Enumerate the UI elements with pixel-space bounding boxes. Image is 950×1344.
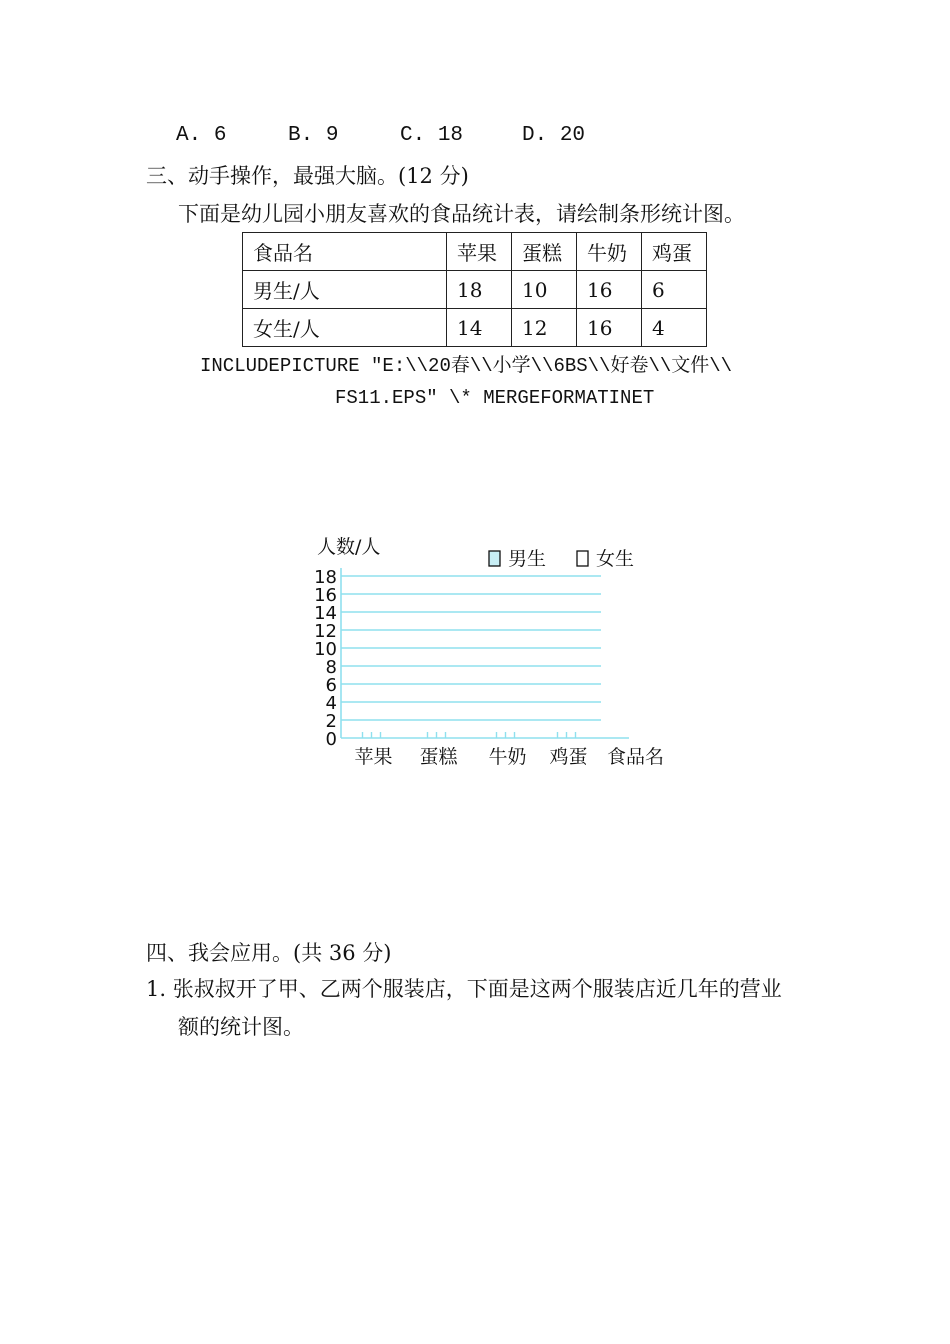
y-tick-label: 8: [325, 657, 337, 678]
table-cell: 牛奶: [577, 233, 642, 271]
table-cell: 12: [512, 309, 577, 347]
option-value: 6: [213, 124, 227, 147]
bar-chart-template: [300, 525, 700, 775]
table-cell: 16: [577, 309, 642, 347]
question1-line1: 1. 张叔叔开了甲、乙两个服装店，下面是这两个服装店近几年的营业: [146, 977, 782, 1001]
table-cell: 男生/人: [243, 271, 447, 309]
option-letter: D.: [522, 124, 548, 147]
x-category-label: 蛋糕: [419, 746, 458, 768]
y-tick-label: 4: [325, 693, 337, 714]
y-axis-label: 人数/人: [317, 536, 381, 558]
y-tick-labels: [314, 567, 337, 750]
y-tick-label: 14: [314, 603, 337, 624]
table-cell: 4: [642, 309, 707, 347]
option-value: 20: [559, 124, 586, 147]
food-stats-table: [242, 232, 707, 347]
table-header-row: [243, 233, 707, 271]
y-tick-label: 0: [325, 729, 337, 750]
table-cell: 食品名: [243, 233, 447, 271]
field-code-line1: INCLUDEPICTURE "E:\\20春\\小学\\6BS\\好卷\\文件\\: [200, 355, 733, 377]
section3-heading: 三、动手操作，最强大脑。(12 分): [146, 164, 469, 188]
table-cell: 女生/人: [243, 309, 447, 347]
section4-heading: 四、我会应用。(共 36 分): [146, 941, 392, 965]
table-row: [243, 309, 707, 347]
table-cell: 16: [577, 271, 642, 309]
option-value: 18: [437, 124, 464, 147]
option-value: 9: [325, 124, 339, 147]
option-letter: A.: [176, 124, 202, 147]
x-axis-label: 食品名: [607, 746, 665, 768]
table-cell: 10: [512, 271, 577, 309]
chart-grid: [341, 568, 601, 738]
table-cell: 14: [447, 309, 512, 347]
legend-label-girls: 女生: [596, 548, 635, 570]
y-tick-label: 12: [314, 621, 337, 642]
option-letter: C.: [400, 124, 426, 147]
option-d: [522, 124, 585, 147]
question1-line2: 额的统计图。: [178, 1015, 304, 1039]
option-letter: B.: [288, 124, 314, 147]
table-cell: 鸡蛋: [642, 233, 707, 271]
table-cell: 18: [447, 271, 512, 309]
option-c: [400, 124, 463, 147]
field-code-line2: FS11.EPS" \* MERGEFORMATINET: [335, 387, 655, 409]
y-tick-label: 16: [314, 585, 337, 606]
option-b: [288, 124, 338, 147]
legend-swatch-girls: [577, 551, 588, 566]
option-a: [176, 124, 226, 147]
y-tick-label: 6: [325, 675, 337, 696]
table-row: [243, 271, 707, 309]
x-category-label: 苹果: [354, 746, 393, 768]
y-tick-label: 10: [314, 639, 337, 660]
legend-label-boys: 男生: [508, 548, 547, 570]
x-category-label: 鸡蛋: [549, 746, 588, 768]
table-cell: 蛋糕: [512, 233, 577, 271]
section3-instruction: 下面是幼儿园小朋友喜欢的食品统计表，请绘制条形统计图。: [178, 202, 745, 226]
legend-swatch-boys: [489, 551, 500, 566]
table-cell: 6: [642, 271, 707, 309]
table-cell: 苹果: [447, 233, 512, 271]
x-category-label: 牛奶: [488, 746, 527, 768]
y-tick-label: 18: [314, 567, 337, 588]
y-tick-label: 2: [325, 711, 337, 732]
